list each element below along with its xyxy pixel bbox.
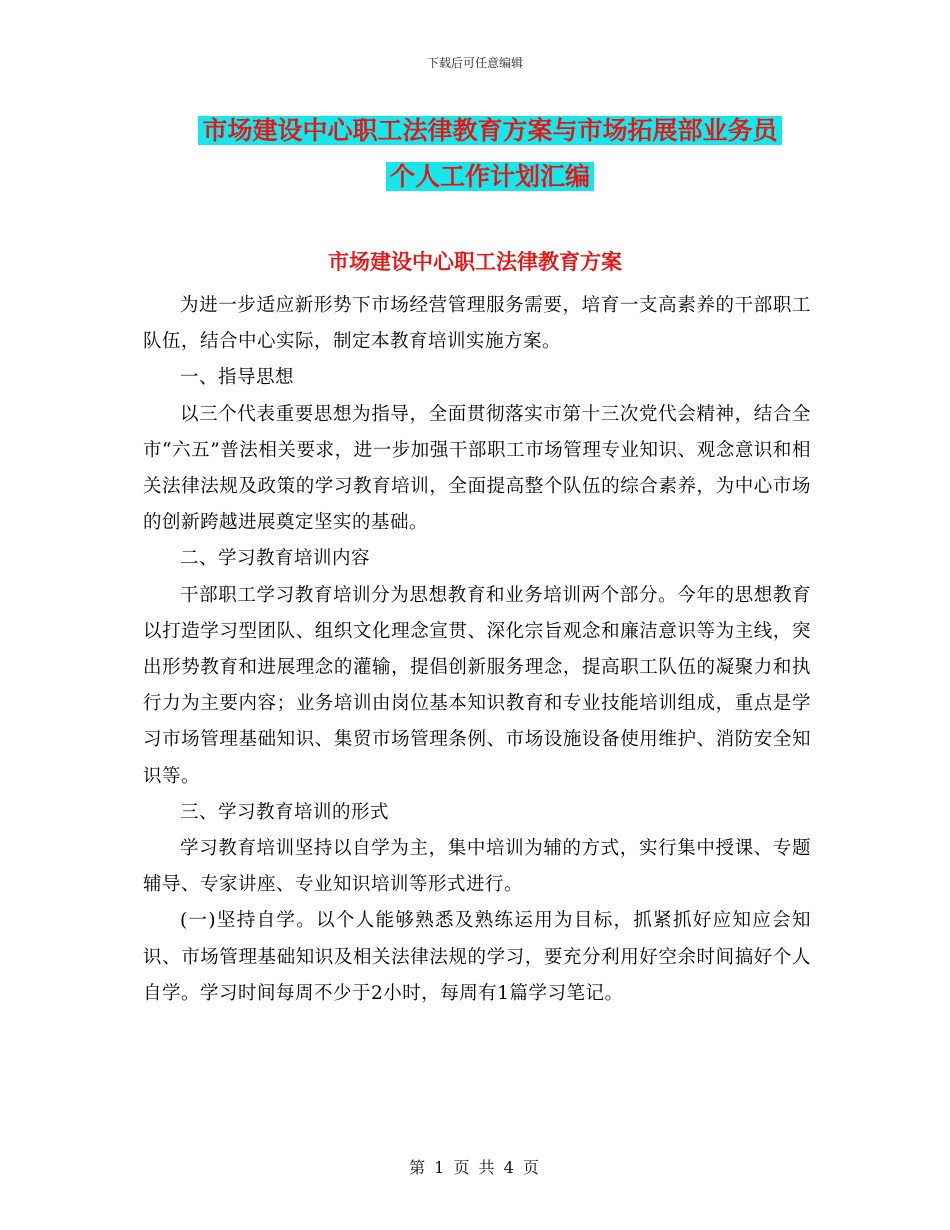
heading-training-form: 三、学习教育培训的形式 [180,801,390,823]
page-header-note: 下载后可任意编辑 [426,56,523,70]
page-number-footer: 第 1 页 共 4 页 [409,1158,541,1177]
paragraph-intro: 为进一步适应新形势下市场经营管理服务需要，培育一支高素养的干部职工队伍，结合中心实际，制定本教育培训实施方案。 [143,295,811,353]
paragraph-self-study: (一)坚持自学。以个人能够熟悉及熟练运用为目标，抓紧抓好应知应会知识、市场管理基础知识及相关法律法规的学习，要充分利用好空余时间搞好个人自学。学习时间每周不少于2小时，每周有1篇学习笔记。 [143,910,811,1004]
document-title-line-1: 市场建设中心职工法律教育方案与市场拓展部业务员 [198,116,781,145]
document-title-line-2: 个人工作计划汇编 [386,162,594,191]
document-title [140,108,840,200]
section-title: 市场建设中心职工法律教育方案 [328,250,622,274]
paragraph-training-form: 学习教育培训坚持以自学为主，集中培训为辅的方式，实行集中授课、专题辅导、专家讲座、专业知识培训等形式进行。 [143,838,811,896]
heading-training-content: 二、学习教育培训内容 [180,548,371,570]
paragraph-training-content: 干部职工学习教育培训分为思想教育和业务培训两个部分。今年的思想教育以打造学习型团队、组织文化理念宣贯、深化宗旨观念和廉洁意识等为主线，突出形势教育和进展理念的灌输，提倡创新服务理念，提高职工队伍的凝聚力和执行力为主要内容；业务培训由岗位基本知识教育和专业技能培训组成，重点是学习市场管理基础知识、集贸市场管理条例、市场设施设备使用维护、消防安全知识等。 [143,584,811,787]
paragraph-guiding-thought: 以三个代表重要思想为指导，全面贯彻落实市第十三次党代会精神，结合全市“六五”普法相关要求，进一步加强干部职工市场管理专业知识、观念意识和相关法律法规及政策的学习教育培训，全面提高整个队伍的综合素养，为中心市场的创新跨越进展奠定坚实的基础。 [143,403,811,534]
heading-guiding-thought: 一、指导思想 [180,367,295,389]
body-text [143,288,811,1012]
